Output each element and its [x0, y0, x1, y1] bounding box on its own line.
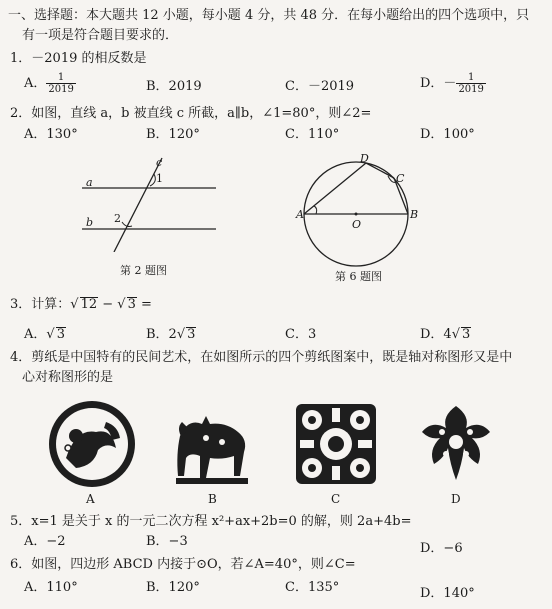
q5-option-a: A．−2 [24, 534, 66, 549]
q1-option-d: D．－ $\frac{1}{2019}$ [420, 72, 484, 95]
papercut-b-label: B [208, 492, 217, 506]
q1-option-b: B．2019 [146, 79, 202, 94]
q2-option-c: C．110° [285, 127, 340, 142]
fig6-caption: 第 6 题图 [335, 270, 382, 283]
section-header-line1: 一、选择题：本大题共 12 小题，每小题 4 分，共 48 分．在每小题给出的四个选项中，只 [8, 8, 530, 23]
q2-stem: 2．如图，直线 a，b 被直线 c 所截，a∥b，∠1=80°，则∠2= [10, 106, 372, 121]
papercut-d-image [410, 398, 502, 490]
fig6-label-O: O [352, 218, 362, 231]
papercut-a-label: A [86, 492, 95, 506]
q1-stem: 1．－2019 的相反数是 [10, 51, 147, 66]
q3-option-c: C．3 [285, 327, 317, 342]
fig6-label-D: D [360, 152, 369, 165]
q6-option-a: A．110° [24, 580, 78, 595]
q2-option-a: A．130° [24, 127, 78, 142]
fig2-label-b: b [86, 216, 94, 229]
q1-d-fraction: $\frac{1}{2019}$ [458, 72, 484, 95]
q2-option-b: B．120° [146, 127, 200, 142]
q3-option-b: B．2√ 3 [146, 327, 196, 342]
section-header-line2: 有一项是符合题目要求的． [22, 28, 179, 43]
fig6-label-A: A [296, 208, 304, 221]
q5-option-d: D．−6 [420, 541, 463, 556]
q6-stem: 6．如图，四边形 ABCD 内接于⊙O，若∠A=40°，则∠C= [10, 557, 356, 572]
papercut-c-label: C [331, 492, 341, 506]
fig6-label-C: C [396, 172, 405, 185]
q1-a-fraction: $\frac{1}{2019}$ [48, 72, 74, 95]
q5-stem: 5．x=1 是关于 x 的一元二次方程 x²+ax+2b=0 的解，则 2a+4b= [10, 514, 412, 529]
q3-option-d: D．4√ 3 [420, 327, 471, 342]
q2-option-d: D．100° [420, 127, 475, 142]
papercut-a-image [46, 398, 138, 490]
figure-2-parallel-lines [70, 152, 230, 252]
q6-option-b: B．120° [146, 580, 200, 595]
q3-option-a: A．√ 3 [24, 327, 65, 342]
q6-option-c: C．135° [285, 580, 340, 595]
figure-6-inscribed-quadrilateral [296, 154, 426, 274]
q1-option-a: A． $\frac{1}{2019}$ [24, 72, 74, 95]
fig2-caption: 第 2 题图 [120, 264, 167, 277]
papercut-c-image [290, 398, 382, 490]
fig2-label-2: 2 [114, 212, 121, 225]
papercut-b-image [166, 398, 258, 490]
papercut-d-label: D [451, 492, 461, 506]
q4-line1: 4．剪纸是中国特有的民间艺术，在如图所示的四个剪纸图案中，既是轴对称图形又是中 [10, 350, 513, 365]
fig2-label-c: c [156, 156, 163, 169]
q5-option-b: B．−3 [146, 534, 188, 549]
fig6-label-B: B [410, 208, 419, 221]
q3-stem: 3．计算：√ 12 − √ 3 = [10, 297, 152, 312]
fig2-label-a: a [86, 176, 93, 189]
fig2-label-1: 1 [156, 172, 163, 185]
q4-line2: 心对称图形的是 [22, 370, 114, 385]
q6-option-d: D．140° [420, 586, 475, 601]
q1-option-c: C．－2019 [285, 79, 355, 94]
